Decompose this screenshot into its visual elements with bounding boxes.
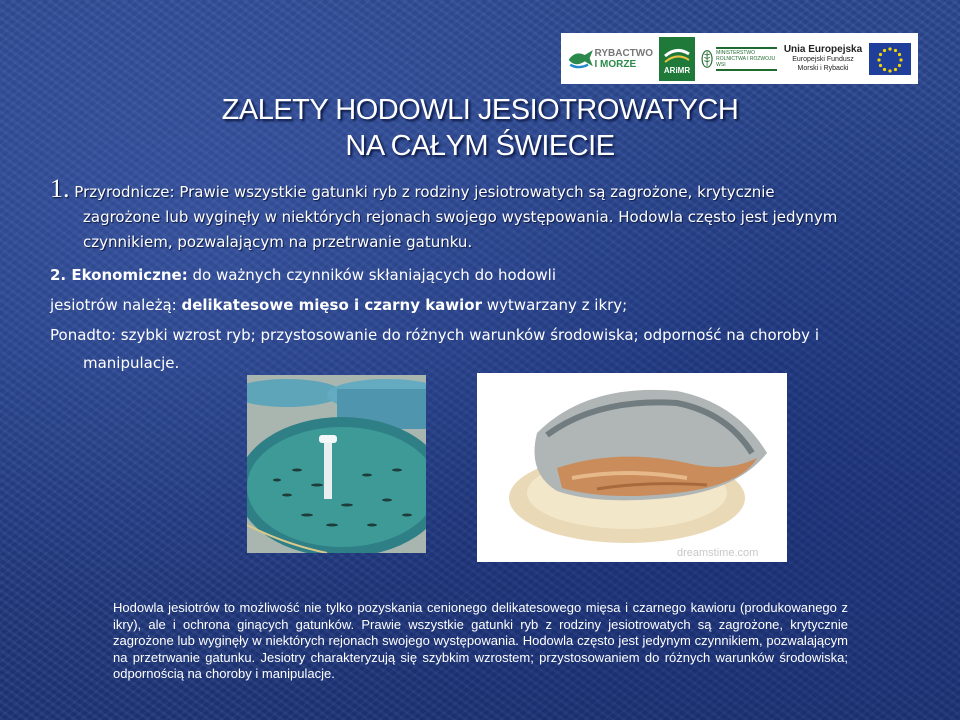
point-2-line1 <box>50 264 556 286</box>
point-2-text1: do ważnych czynników skłaniających do hodowli <box>187 266 557 284</box>
point-1-line1: Przyrodnicze: Prawie wszystkie gatunki ryb z rodziny jesiotrowatych są zagrożone, krytycznie <box>74 183 775 201</box>
arimr-logo <box>659 37 695 81</box>
point-2-text3: wytwarzany z ikry; <box>482 296 628 314</box>
logo-bar <box>561 33 918 84</box>
caption-text: Hodowla jesiotrów to możliwość nie tylko pozyskania cenionego delikatesowego mięsa i czarnego kawioru (produkowanego z ikry), ale i ochrona ginących gatunków. Prawie wszystkie gatunki ryb z rodziny jesiotrowatych są zagrożone, krytycznie zagrożone lub wyginęły w niektórych rejonach swojego występowania. Hodowla często jest jedynym czynnikiem, pozwalającym na przetrwanie gatunku. Jesiotry charakteryzują się szybkim wzrostem; przystosowaniem do różnych warunków środowiska; odpornością na choroby i manipulacje. <box>113 600 848 681</box>
point-2-text2: jesiotrów należą: <box>50 296 182 314</box>
eu-fund-line2: Morski i Rybacki <box>797 65 849 72</box>
point-3-line2: manipulacje. <box>83 354 180 372</box>
wheat-emblem-icon <box>701 42 713 76</box>
dreamstime-watermark: dreamstime.com <box>677 547 759 559</box>
slide-title <box>0 92 960 164</box>
eu-text-logo <box>783 38 863 80</box>
title-line2: NA CAŁYM ŚWIECIE <box>345 130 615 162</box>
point-1-line3: czynnikiem, pozwalającym na przetrwanie gatunku. <box>83 233 473 251</box>
title-line1: ZALETY HODOWLI JESIOTROWATYCH <box>221 94 739 126</box>
point-2-label: 2. Ekonomiczne: <box>50 266 188 284</box>
point-1-number: 1. <box>50 174 70 203</box>
smoked-sturgeon-photo <box>477 373 787 562</box>
point-2-bold: delikatesowe mięso i czarny kawior <box>181 296 482 314</box>
point-3-line1: Ponadto: szybki wzrost ryb; przystosowanie do różnych warunków środowiska; odporność na choroby i <box>50 326 819 344</box>
ministry-logo <box>701 38 777 80</box>
eu-fund-line1: Europejski Fundusz <box>792 56 854 63</box>
ministry-label: MINISTERSTWO ROLNICTWA I ROZWOJU WSI <box>716 47 777 71</box>
point-1 <box>50 176 930 255</box>
fish-tank-photo <box>247 375 426 553</box>
arimr-label: ARiMR <box>663 66 691 75</box>
rybactwo-line2: I MORZE <box>594 58 637 70</box>
point-1-line2: zagrożone lub wyginęły w niektórych rejonach swojego występowania. Hodowla często jest jedynym <box>83 208 838 226</box>
point-2-line2 <box>50 294 627 316</box>
eu-title: Unia Europejska <box>783 44 863 55</box>
arimr-flag-icon <box>663 42 691 66</box>
rybactwo-line1: RYBACTWO <box>594 47 653 59</box>
rybactwo-logo <box>567 38 653 80</box>
fish-logo-icon <box>567 44 594 74</box>
eu-flag-icon <box>869 39 911 79</box>
